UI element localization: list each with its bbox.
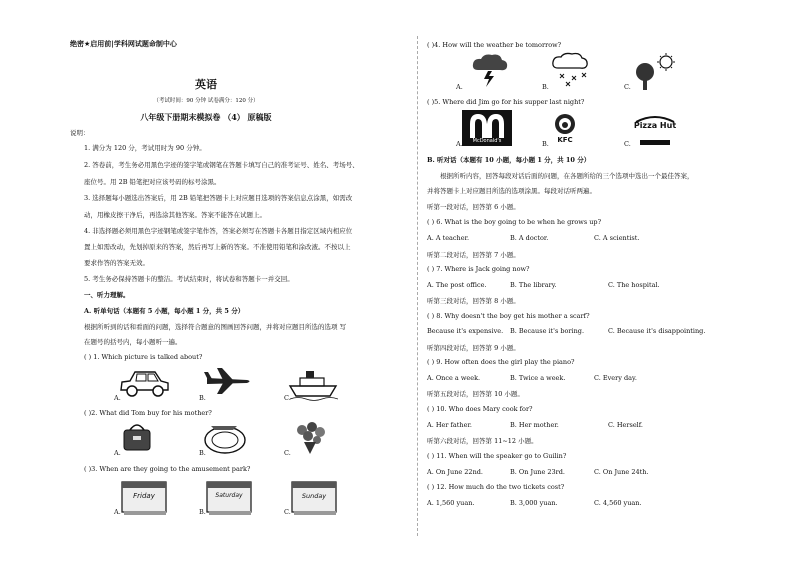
option-letter: C. <box>284 508 291 516</box>
question-12: ( ) 12. How much do the two tickets cost? <box>427 483 565 491</box>
listen-instruction: 听第四段对话，回答第 9 小题。 <box>427 344 520 352</box>
snow-icon <box>550 52 594 88</box>
kfc-logo-icon <box>548 112 582 148</box>
option-c: C. Herself. <box>608 421 643 429</box>
page-title: 英语 <box>195 78 217 91</box>
option-letter: B. <box>199 508 206 516</box>
mcdonalds-logo-icon <box>462 110 512 146</box>
option-b: B. Twice a week. <box>510 374 566 382</box>
option-c: C. Because it's disappointing. <box>608 327 706 335</box>
thunderstorm-icon <box>470 52 510 88</box>
instruction-line: 5. 考生务必保持答题卡的整洁。考试结束时，将试卷和答题卡一并交回。 <box>84 275 294 283</box>
instructions-heading: 说明： <box>70 129 90 137</box>
part-a-desc: 根据所听到的话和看面的问题，选择符合题意的图画回答问题，并将对应题目所选的选项 写 <box>84 323 347 331</box>
instruction-line: 3. 选择题每小题选出答案后，用 2B 铅笔把答题卡上对应题目选项的答案信息点涂黑，如需改 <box>84 194 353 202</box>
option-c: C. Every day. <box>594 374 637 382</box>
option-letter: B. <box>199 449 206 457</box>
brand-label: KFC <box>557 136 573 144</box>
brand-label: Pizza Hut <box>633 121 677 130</box>
flowers-icon <box>290 420 330 456</box>
part-a-heading: A. 听单句话（本题有 5 小题，每小题 1 分，共 5 分） <box>84 307 245 315</box>
listen-instruction: 听第一段对话，回答第 6 小题。 <box>427 203 520 211</box>
question-5: ( )5. Where did Jim go for his supper last night? <box>427 98 585 106</box>
brand-label: McDonald's <box>472 138 502 144</box>
listen-instruction: 听第三段对话，回答第 8 小题。 <box>427 297 520 305</box>
question-2: ( )2. What did Tom buy for his mother? <box>84 409 212 417</box>
part-b-heading: B. 听对话（本题有 10 小题，每小题 1 分，共 10 分） <box>427 156 591 164</box>
instruction-line: 座位号。用 2B 铅笔把对应该号码的标号涂黑。 <box>84 178 221 186</box>
option-c: C. 4,560 yuan. <box>594 499 642 507</box>
option-letter: A. <box>456 140 463 148</box>
question-10: ( ) 10. Who does Mary cook for? <box>427 405 533 413</box>
question-7: ( ) 7. Where is Jack going now? <box>427 265 530 273</box>
day-label: Friday <box>133 492 155 500</box>
option-a: A. Once a week. <box>427 374 481 382</box>
instruction-line: 置上如需改动，先划掉原来的答案，然后再写上新的答案。不准使用铅笔和涂改液。不按以上 <box>84 243 351 251</box>
question-9: ( ) 9. How often does the girl play the piano? <box>427 358 575 366</box>
option-letter: C. <box>624 140 631 148</box>
question-8: ( ) 8. Why doesn't the boy get his mother a scarf? <box>427 312 590 320</box>
plate-icon <box>203 420 247 456</box>
part-a-desc: 在题号的括号内，每小题听一遍。 <box>84 338 182 346</box>
option-letter: C. <box>284 394 291 402</box>
option-letter: B. <box>542 83 549 91</box>
part-b-desc: 根据所听内容，回答每段对话后面的问题，在各题所给的三个选项中选出一个最佳答案， <box>440 172 694 180</box>
option-c: C. A scientist. <box>594 234 640 242</box>
car-icon <box>118 366 170 400</box>
option-c: C. The hospital. <box>608 281 660 289</box>
handbag-icon <box>120 420 154 454</box>
instruction-line: 1. 满分为 120 分，考试用时为 90 分钟。 <box>84 144 206 152</box>
option-letter: B. <box>542 140 549 148</box>
option-letter: A. <box>114 449 121 457</box>
option-b: B. On June 23rd. <box>510 468 565 476</box>
sun-tree-icon <box>632 52 678 92</box>
option-a: A. Her father. <box>427 421 472 429</box>
question-6: ( ) 6. What is the boy going to be when he grows up? <box>427 218 602 226</box>
option-a: A. On June 22nd. <box>427 468 483 476</box>
listen-instruction: 听第六段对话，回答第 11~12 小题。 <box>427 437 538 445</box>
column-divider <box>417 36 418 536</box>
option-c: C. On June 24th. <box>594 468 649 476</box>
part-b-desc: 并将答题卡上对应题目所选的选项涂黑。每段对话听两遍。 <box>427 187 596 195</box>
option-b: B. A doctor. <box>510 234 549 242</box>
option-b: B. Her mother. <box>510 421 559 429</box>
calendar-sunday-icon <box>290 478 338 516</box>
option-a: A. 1,560 yuan. <box>427 499 475 507</box>
option-letter: A. <box>114 394 121 402</box>
exam-name: 八年级下册期末模拟卷 （4） 原稿版 <box>140 112 272 122</box>
pizza-hut-logo-icon <box>630 114 680 148</box>
option-a: Because it's expensive. <box>427 327 504 335</box>
option-letter: A. <box>114 508 121 516</box>
question-3: ( )3. When are they going to the amusement park? <box>84 465 251 473</box>
instruction-line: 动，用橡皮擦干净后，再选涂其他答案。答案不能答在试题上。 <box>84 211 266 219</box>
option-letter: C. <box>284 449 291 457</box>
option-letter: B. <box>199 394 206 402</box>
option-a: A. The post office. <box>427 281 487 289</box>
header-label: 绝密★启用前|学科网试题命制中心 <box>70 40 177 48</box>
question-4: ( )4. How will the weather be tomorrow? <box>427 41 562 49</box>
option-b: B. The library. <box>510 281 557 289</box>
calendar-saturday-icon <box>205 478 253 516</box>
section-heading: 一、听力理解。 <box>84 291 130 299</box>
day-label: Saturday <box>215 492 243 499</box>
option-b: B. Because it's boring. <box>510 327 585 335</box>
exam-info: （考试时间：90 分钟 试卷满分：120 分） <box>153 98 259 104</box>
calendar-friday-icon <box>120 478 168 516</box>
instruction-line: 要求作答的答案无效。 <box>84 259 149 267</box>
instruction-line: 2. 答卷前，考生务必用黑色字迹的签字笔或钢笔在答题卡填写自己的准考证号、姓名、考场号、 <box>84 161 359 169</box>
option-b: B. 3,000 yuan. <box>510 499 558 507</box>
airplane-icon <box>203 366 253 396</box>
option-a: A. A teacher. <box>427 234 470 242</box>
day-label: Sunday <box>301 492 327 500</box>
option-letter: A. <box>456 83 463 91</box>
option-letter: C. <box>624 83 631 91</box>
listen-instruction: 听第二段对话，回答第 7 小题。 <box>427 251 520 259</box>
question-11: ( ) 11. When will the speaker go to Guilin? <box>427 452 567 460</box>
instruction-line: 4. 非选择题必须用黑色字迹钢笔或签字笔作答，答案必须写在答题卡各题目指定区域内相应位 <box>84 227 353 235</box>
question-1: ( ) 1. Which picture is talked about? <box>84 353 203 361</box>
listen-instruction: 听第五段对话，回答第 10 小题。 <box>427 390 524 398</box>
ship-icon <box>288 366 338 402</box>
